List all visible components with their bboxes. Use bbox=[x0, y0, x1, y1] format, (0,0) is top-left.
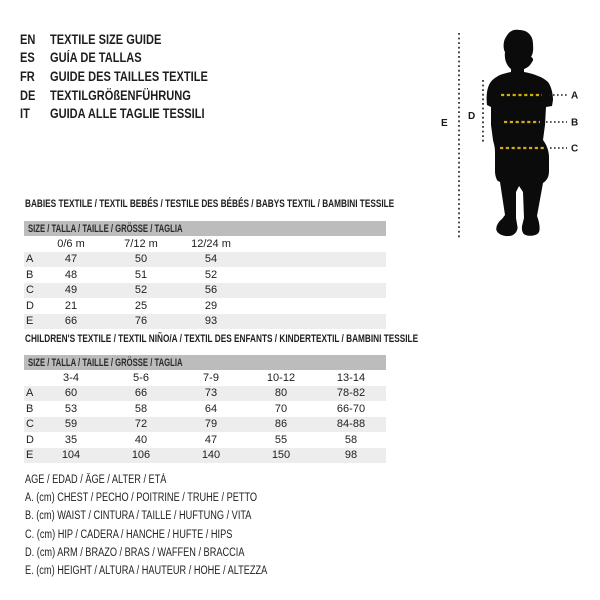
table-cell: 40 bbox=[134, 433, 148, 446]
language-code: IT bbox=[20, 106, 30, 122]
child-silhouette-graphic bbox=[430, 25, 600, 245]
legend-line-arm: D. (cm) ARM / BRAZO / BRAS / WAFFEN / BRACCIA bbox=[25, 546, 245, 559]
table-cell: 104 bbox=[61, 449, 81, 462]
language-code: FR bbox=[20, 68, 35, 84]
table-cell: 98 bbox=[344, 449, 358, 462]
language-row-en bbox=[20, 30, 243, 49]
label-B: B bbox=[571, 117, 579, 129]
language-row-de bbox=[20, 86, 243, 105]
table-cell: 59 bbox=[64, 418, 78, 431]
table-cell: 58 bbox=[134, 402, 148, 415]
legend-line-chest: A. (cm) CHEST / PECHO / POITRINE / TRUHE / PETTO bbox=[25, 492, 258, 505]
language-row-es bbox=[20, 49, 243, 68]
row-label: D bbox=[26, 299, 34, 312]
babies-section-title: BABIES TEXTILE / TEXTIL BEBÉS / TESTILE DES BÉBÉS / BABYS TEXTIL / BAMBINI TESSILE bbox=[25, 198, 395, 210]
table-cell: 58 bbox=[344, 433, 358, 446]
table-cell: 73 bbox=[204, 387, 218, 400]
table-cell: 84-88 bbox=[336, 418, 366, 431]
table-row bbox=[24, 417, 386, 433]
row-label: B bbox=[26, 402, 34, 415]
label-D: D bbox=[468, 111, 476, 122]
table-row bbox=[24, 252, 386, 268]
language-label: GUIDA ALLE TAGLIE TESSILI bbox=[50, 106, 205, 122]
table-row bbox=[24, 401, 386, 417]
column-header: 7-9 bbox=[203, 371, 219, 384]
language-row-it bbox=[20, 104, 243, 123]
children-size-table bbox=[24, 355, 386, 463]
row-label: D bbox=[26, 433, 34, 446]
column-header: 10-12 bbox=[266, 371, 296, 384]
table-cell: 47 bbox=[64, 253, 78, 266]
row-label: C bbox=[26, 418, 34, 431]
row-label: C bbox=[26, 284, 34, 297]
babies-size-header-bar: SIZE / TALLA / TAILLE / GRÖSSE / TAGLIA bbox=[24, 221, 386, 236]
table-cell: 79 bbox=[204, 418, 218, 431]
table-cell: 72 bbox=[134, 418, 148, 431]
language-list bbox=[20, 30, 243, 123]
row-label: A bbox=[26, 253, 34, 266]
table-row bbox=[24, 314, 386, 330]
table-cell: 29 bbox=[204, 299, 218, 312]
babies-size-table bbox=[24, 221, 386, 329]
table-cell: 35 bbox=[64, 433, 78, 446]
column-header: 0/6 m bbox=[57, 237, 85, 250]
table-row bbox=[24, 267, 386, 283]
column-header: 3-4 bbox=[63, 371, 79, 384]
table-cell: 86 bbox=[274, 418, 288, 431]
column-header: 12/24 m bbox=[191, 237, 231, 250]
legend-line-waist: B. (cm) WAIST / CINTURA / TAILLE / HÜFTUNG / VITA bbox=[25, 510, 252, 523]
table-cell: 51 bbox=[134, 268, 148, 281]
language-row-fr bbox=[20, 67, 243, 86]
table-cell: 78-82 bbox=[336, 387, 366, 400]
table-cell: 47 bbox=[204, 433, 218, 446]
table-cell: 93 bbox=[204, 315, 218, 328]
language-label: GUÍA DE TALLAS bbox=[50, 50, 142, 66]
children-column-header-row bbox=[24, 370, 386, 386]
table-cell: 53 bbox=[64, 402, 78, 415]
babies-column-header-row bbox=[24, 236, 386, 252]
table-cell: 25 bbox=[134, 299, 148, 312]
table-cell: 49 bbox=[64, 284, 78, 297]
measurement-figure bbox=[430, 25, 600, 245]
table-cell: 55 bbox=[274, 433, 288, 446]
row-label: E bbox=[26, 449, 34, 462]
label-A: A bbox=[571, 90, 579, 102]
legend-age-line: AGE / EDAD / ÂGE / ALTER / ETÀ bbox=[25, 474, 167, 487]
table-row bbox=[24, 448, 386, 464]
table-cell: 66 bbox=[64, 315, 78, 328]
label-C: C bbox=[571, 143, 579, 155]
column-header: 7/12 m bbox=[124, 237, 158, 250]
table-cell: 48 bbox=[64, 268, 78, 281]
language-code: DE bbox=[20, 87, 36, 103]
table-cell: 64 bbox=[204, 402, 218, 415]
table-cell: 66 bbox=[134, 387, 148, 400]
legend-line-height: E. (cm) HEIGHT / ALTURA / HAUTEUR / HÖHE / ALTEZZA bbox=[25, 565, 268, 578]
table-cell: 52 bbox=[204, 268, 218, 281]
table-cell: 66-70 bbox=[336, 402, 366, 415]
table-cell: 70 bbox=[274, 402, 288, 415]
table-row bbox=[24, 283, 386, 299]
table-cell: 140 bbox=[201, 449, 221, 462]
row-label: B bbox=[26, 268, 34, 281]
measurement-legend bbox=[25, 471, 328, 580]
row-label: A bbox=[26, 387, 34, 400]
language-code: ES bbox=[20, 50, 35, 66]
table-cell: 56 bbox=[204, 284, 218, 297]
table-cell: 60 bbox=[64, 387, 78, 400]
language-label: TEXTILE SIZE GUIDE bbox=[50, 31, 162, 47]
language-code: EN bbox=[20, 31, 36, 47]
children-section-title: CHILDREN'S TEXTILE / TEXTIL NIÑO/A / TEXTIL DES ENFANTS / KINDERTEXTIL / BAMBINI TESSILE bbox=[25, 333, 419, 345]
table-row bbox=[24, 432, 386, 448]
table-cell: 52 bbox=[134, 284, 148, 297]
children-size-header-bar: SIZE / TALLA / TAILLE / GRÖSSE / TAGLIA bbox=[24, 355, 386, 370]
legend-line-hip: C. (cm) HIP / CADERA / HANCHE / HÜFTE / HIPS bbox=[25, 528, 233, 541]
column-header: 13-14 bbox=[336, 371, 366, 384]
label-E: E bbox=[441, 118, 448, 129]
row-label: E bbox=[26, 315, 34, 328]
table-cell: 106 bbox=[131, 449, 151, 462]
column-header: 5-6 bbox=[133, 371, 149, 384]
table-row bbox=[24, 386, 386, 402]
language-label: GUIDE DES TAILLES TEXTILE bbox=[50, 68, 208, 84]
language-label: TEXTILGRÖßENFÜHRUNG bbox=[50, 87, 191, 103]
table-row bbox=[24, 298, 386, 314]
table-cell: 150 bbox=[271, 449, 291, 462]
table-cell: 50 bbox=[134, 253, 148, 266]
table-cell: 76 bbox=[134, 315, 148, 328]
table-cell: 80 bbox=[274, 387, 288, 400]
table-cell: 21 bbox=[64, 299, 78, 312]
table-cell: 54 bbox=[204, 253, 218, 266]
